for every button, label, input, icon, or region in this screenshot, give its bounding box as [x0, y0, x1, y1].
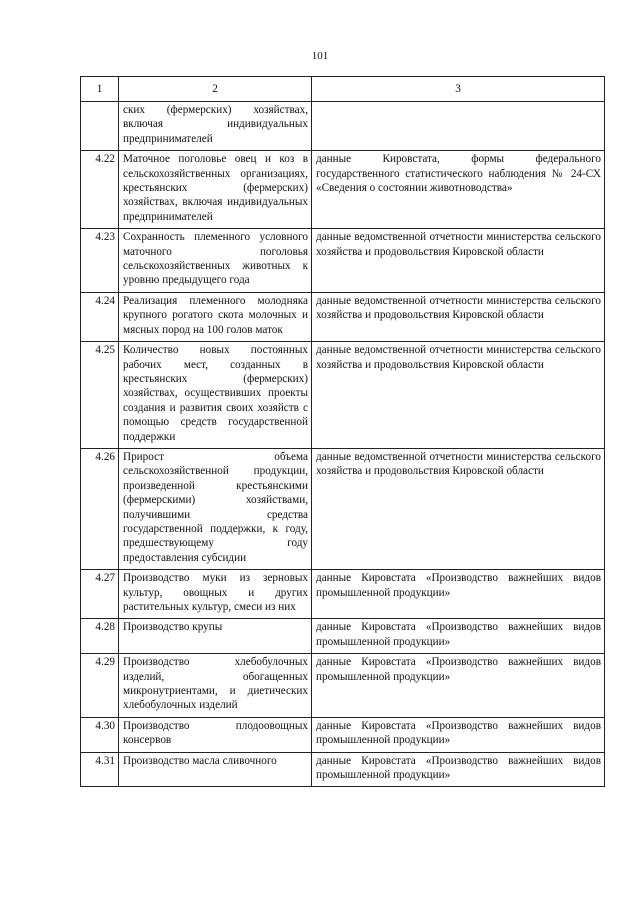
column-header-3: 3 — [312, 77, 605, 102]
row-number: 4.26 — [81, 448, 119, 569]
data-source: данные Кировстата «Производство важнейших видов промышленной продукции» — [312, 570, 605, 619]
indicator-name: Реализация племенного молодняка крупного рогатого скота молочных и мясных пород на 100 голов маток — [119, 292, 312, 341]
indicators-table — [80, 76, 605, 787]
data-source: данные Кировстата, формы федерального государственного статистического наблюдения № 24-СХ «Сведения о состоянии животноводства» — [312, 151, 605, 229]
table-row — [81, 570, 605, 619]
data-source: данные ведомственной отчетности министерства сельского хозяйства и продовольствия Кировской области — [312, 292, 605, 341]
table-row — [81, 752, 605, 787]
table-body — [81, 102, 605, 787]
indicator-name: Производство плодоовощных консервов — [119, 717, 312, 752]
row-number — [81, 102, 119, 151]
data-source: данные Кировстата «Производство важнейших видов промышленной продукции» — [312, 619, 605, 654]
row-number: 4.24 — [81, 292, 119, 341]
row-number: 4.22 — [81, 151, 119, 229]
indicator-name: Маточное поголовье овец и коз в сельскохозяйственных организациях, крестьянских (фермерских) хозяйствах, включая индивидуальных предпринимателей — [119, 151, 312, 229]
table-row — [81, 151, 605, 229]
row-number: 4.25 — [81, 342, 119, 449]
indicator-name: Производство крупы — [119, 619, 312, 654]
table-row — [81, 229, 605, 293]
indicator-name: Производство масла сливочного — [119, 752, 312, 787]
indicator-name: Прирост объема сельскохозяйственной продукции, произведенной крестьянскими (фермерскими) хозяйствами, получившими средства государственной поддержки, к году, предшествующему году предоставления субсидии — [119, 448, 312, 569]
row-number: 4.23 — [81, 229, 119, 293]
column-header-1: 1 — [81, 77, 119, 102]
table-row — [81, 342, 605, 449]
indicator-name: Количество новых постоянных рабочих мест, созданных в крестьянских (фермерских) хозяйствах, осуществивших проекты создания и развития своих хозяйств с помощью средств государственной поддержки — [119, 342, 312, 449]
row-number: 4.31 — [81, 752, 119, 787]
indicator-name: Производство муки из зерновых культур, овощных и других растительных культур, смеси из них — [119, 570, 312, 619]
table-row — [81, 102, 605, 151]
row-number: 4.30 — [81, 717, 119, 752]
table-row — [81, 292, 605, 341]
indicator-name: Сохранность племенного условного маточного поголовья сельскохозяйственных животных к уровню предыдущего года — [119, 229, 312, 293]
data-source: данные ведомственной отчетности министерства сельского хозяйства и продовольствия Кировской области — [312, 229, 605, 293]
column-header-2: 2 — [119, 77, 312, 102]
data-source: данные Кировстата «Производство важнейших видов промышленной продукции» — [312, 654, 605, 718]
row-number: 4.29 — [81, 654, 119, 718]
table-row — [81, 619, 605, 654]
data-source: данные Кировстата «Производство важнейших видов промышленной продукции» — [312, 752, 605, 787]
row-number: 4.27 — [81, 570, 119, 619]
row-number: 4.28 — [81, 619, 119, 654]
data-source — [312, 102, 605, 151]
table-row — [81, 717, 605, 752]
table-row — [81, 448, 605, 569]
page-number: 101 — [311, 50, 329, 62]
table-row — [81, 654, 605, 718]
table-header-row — [81, 77, 605, 102]
data-source: данные Кировстата «Производство важнейших видов промышленной продукции» — [312, 717, 605, 752]
indicator-name: Производство хлебобулочных изделий, обогащенных микронутриентами, и диетических хлебобулочных изделий — [119, 654, 312, 718]
data-source: данные ведомственной отчетности министерства сельского хозяйства и продовольствия Кировской области — [312, 448, 605, 569]
data-source: данные ведомственной отчетности министерства сельского хозяйства и продовольствия Кировской области — [312, 342, 605, 449]
indicator-name: ских (фермерских) хозяйствах, включая индивидуальных предпринимателей — [119, 102, 312, 151]
